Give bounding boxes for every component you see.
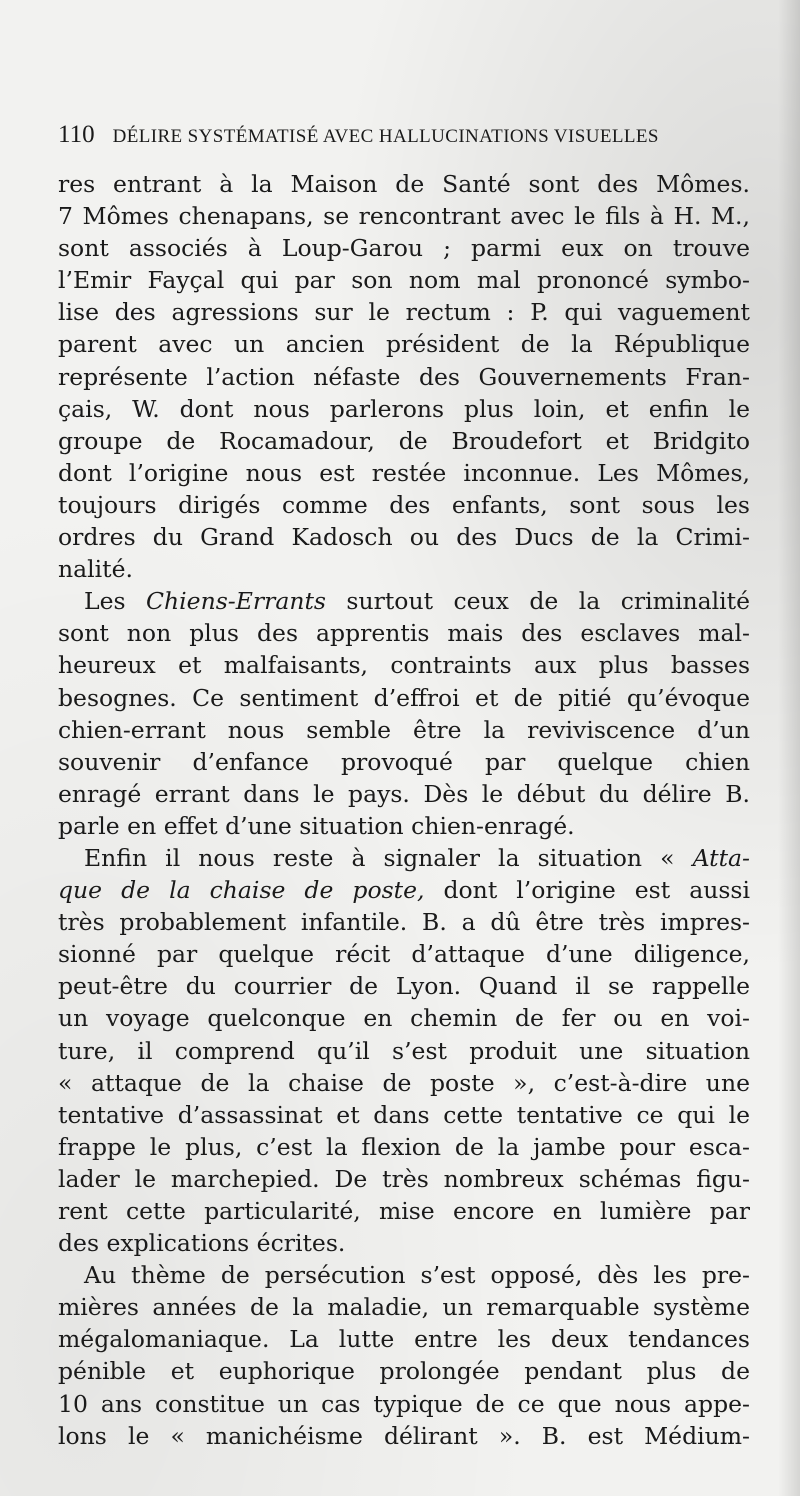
text-line — [58, 1420, 750, 1452]
line-text: rent cette particularité, mise encore en lumière par — [58, 1197, 750, 1225]
text-line — [58, 1067, 750, 1099]
text-line — [58, 553, 750, 585]
line-text: sont non plus des apprentis mais des esclaves mal- — [58, 619, 750, 648]
text-line — [58, 778, 750, 810]
line-text: surtout ceux de la criminalité — [325, 587, 751, 616]
line-text: Les — [84, 587, 147, 616]
italic-text: Chiens-Errants — [146, 587, 326, 616]
line-text: mières années de la maladie, un remarquable système — [58, 1293, 750, 1322]
text-line — [58, 1388, 750, 1420]
text-line — [58, 585, 750, 617]
page-number: 110 — [58, 121, 95, 148]
line-text: mégalomaniaque. La lutte entre les deux tendances — [58, 1325, 750, 1354]
text-line — [58, 682, 750, 714]
line-text: parle en effet d’une situation chien-enragé. — [58, 811, 575, 840]
text-line — [58, 746, 750, 778]
text-line — [58, 1035, 750, 1067]
text-line — [58, 906, 750, 938]
text-line — [58, 393, 750, 425]
line-text: besognes. Ce sentiment d’effroi et de pitié qu’évoque — [58, 683, 750, 712]
line-text: l’Emir Fayçal qui par son nom mal prononcé symbo- — [58, 266, 750, 295]
text-line — [58, 1002, 750, 1034]
line-text: groupe de Rocamadour, de Broudefort et Bridgito — [58, 426, 750, 455]
line-text: peut-être du courrier de Lyon. Quand il se rappelle — [58, 972, 750, 1001]
line-text: souvenir d’enfance provoqué par quelque chien — [58, 747, 750, 776]
page-header — [58, 121, 758, 155]
text-line — [58, 296, 750, 328]
line-text: lise des agressions sur le rectum : P. qui vaguement — [58, 298, 750, 327]
text-line — [58, 970, 750, 1002]
line-text: dont l’origine est aussi — [424, 876, 750, 905]
line-text: enragé errant dans le pays. Dès le début du délire B. — [58, 779, 750, 808]
line-text: nalité. — [58, 555, 133, 584]
text-line — [58, 938, 750, 970]
italic-text: que de la chaise de poste, — [58, 876, 425, 905]
line-text: 7 Mômes chenapans, se rencontrant avec le fils à H. M., — [58, 202, 750, 231]
line-text: « attaque de la chaise de poste », c’est-à-dire une — [58, 1068, 750, 1097]
text-line — [58, 1227, 750, 1259]
line-text: çais, W. dont nous parlerons plus loin, et enfin le — [58, 394, 750, 423]
line-text: ordres du Grand Kadosch ou des Ducs de la Crimi- — [58, 523, 750, 552]
text-line — [58, 874, 750, 906]
line-text: un voyage quelconque en chemin de fer ou en voi- — [58, 1004, 750, 1033]
text-line — [58, 714, 750, 746]
line-text: pénible et euphorique prolongée pendant plus de — [58, 1357, 750, 1386]
line-text: heureux et malfaisants, contraints aux plus basses — [58, 651, 750, 680]
line-text: ture, il comprend qu’il s’est produit une situation — [58, 1036, 750, 1065]
text-line — [58, 1131, 750, 1163]
line-text: des explications écrites. — [58, 1229, 346, 1258]
text-line — [58, 617, 750, 649]
line-text: sionné par quelque récit d’attaque d’une diligence, — [58, 940, 750, 969]
line-text: lader le marchepied. De très nombreux schémas figu- — [58, 1164, 750, 1193]
line-text: frappe le plus, c’est la flexion de la jambe pour esca- — [58, 1132, 750, 1161]
line-text: représente l’action néfaste des Gouvernements Fran- — [58, 362, 750, 391]
text-line — [58, 200, 750, 232]
line-text: parent avec un ancien président de la République — [58, 330, 750, 359]
page-edge-shadow — [778, 0, 800, 1496]
line-text: 10 ans constitue un cas typique de ce que nous appe- — [58, 1389, 750, 1418]
text-line — [58, 168, 750, 200]
line-text: dont l’origine nous est restée inconnue. Les Mômes, — [58, 458, 750, 487]
line-text: très probablement infantile. B. a dû être très impres- — [58, 908, 750, 937]
text-line — [58, 457, 750, 489]
line-text: Au thème de persécution s’est opposé, dès les pre- — [84, 1261, 750, 1290]
text-line — [58, 425, 750, 457]
running-title: DÉLIRE SYSTÉMATISÉ AVEC HALLUCINATIONS VISUELLES — [112, 126, 659, 147]
text-line — [58, 649, 750, 681]
text-line — [58, 328, 750, 360]
text-line — [58, 810, 750, 842]
text-line — [58, 1259, 750, 1291]
line-text: tentative d’assassinat et dans cette tentative ce qui le — [58, 1100, 750, 1129]
text-line — [58, 264, 750, 296]
text-line — [58, 1323, 750, 1355]
line-text: res entrant à la Maison de Santé sont des Mômes. — [58, 170, 750, 198]
text-line — [58, 1195, 750, 1227]
text-line — [58, 1163, 750, 1195]
text-line — [58, 521, 750, 553]
line-text: Enfin il nous reste à signaler la situation « — [84, 843, 693, 872]
text-line — [58, 842, 750, 874]
text-line — [58, 1355, 750, 1387]
text-line — [58, 361, 750, 393]
text-line — [58, 232, 750, 264]
italic-text: Atta- — [692, 843, 750, 872]
line-text: toujours dirigés comme des enfants, sont sous les — [58, 490, 750, 519]
text-line — [58, 489, 750, 521]
line-text: lons le « manichéisme délirant ». B. est Médium- — [58, 1421, 750, 1450]
line-text: sont associés à Loup-Garou ; parmi eux on trouve — [58, 234, 750, 263]
text-line — [58, 1291, 750, 1323]
line-text: chien-errant nous semble être la reviviscence d’un — [58, 715, 750, 744]
body-text — [58, 168, 750, 1452]
text-line — [58, 1099, 750, 1131]
